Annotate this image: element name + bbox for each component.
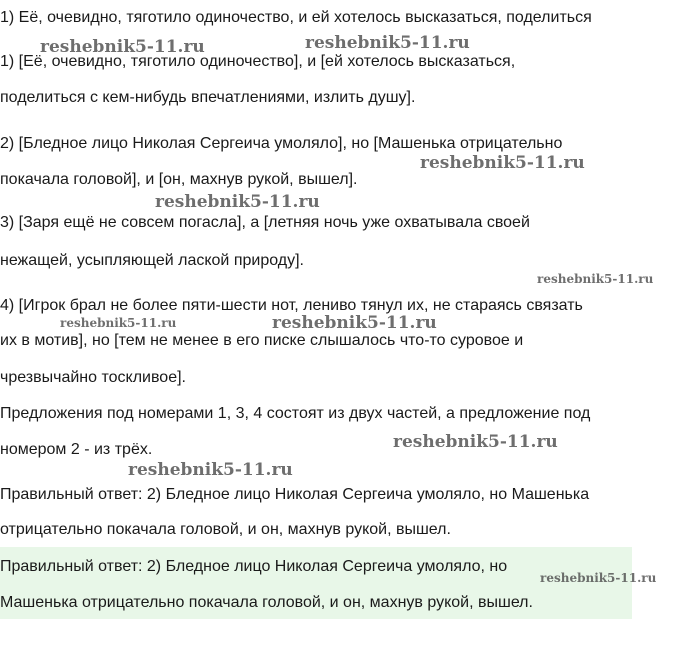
watermark: reshebnik5-11.ru [60,316,177,330]
watermark: reshebnik5-11.ru [40,37,205,57]
watermark: reshebnik5-11.ru [393,432,558,452]
text-line: покачала головой], и [он, махнув рукой, вышел]. [0,171,358,188]
watermark: reshebnik5-11.ru [128,460,293,480]
text-line: чрезвычайно тоскливое]. [0,369,186,386]
watermark: reshebnik5-11.ru [537,272,654,286]
text-line: номером 2 - из трёх. [0,441,153,458]
watermark: reshebnik5-11.ru [420,153,585,173]
text-line: 2) [Бледное лицо Николая Сергеича умоляло], но [Машенька отрицательно [0,135,563,152]
watermark: reshebnik5-11.ru [305,33,470,53]
text-line: Правильный ответ: 2) Бледное лицо Николая Сергеича умоляло, но Машенька [0,486,590,503]
answer-line: Машенька отрицательно покачала головой, и он, махнув рукой, вышел. [0,594,533,611]
text-line: 1) Её, очевидно, тяготило одиночество, и ей хотелось высказаться, поделиться [0,9,592,26]
text-line: 3) [Заря ещё не совсем погасла], а [летняя ночь уже охватывала своей [0,214,530,231]
text-line: 4) [Игрок брал не более пяти-шести нот, лениво тянул их, не стараясь связать [0,297,583,314]
text-line: Предложения под номерами 1, 3, 4 состоят из двух частей, а предложение под [0,405,591,422]
text-line: нежащей, усыпляющей лаской природу]. [0,252,304,269]
watermark: reshebnik5-11.ru [540,571,657,585]
text-line: поделиться с кем-нибудь впечатлениями, излить душу]. [0,89,416,106]
text-line: их в мотив], но [тем не менее в его писке слышалось что-то суровое и [0,332,524,349]
answer-line: Правильный ответ: 2) Бледное лицо Николая Сергеича умоляло, но [0,558,508,575]
watermark: reshebnik5-11.ru [272,313,437,333]
watermark: reshebnik5-11.ru [155,192,320,212]
text-line: отрицательно покачала головой, и он, махнув рукой, вышел. [0,521,451,538]
text-line: 1) [Её, очевидно, тяготило одиночество], и [ей хотелось высказаться, [0,53,516,70]
